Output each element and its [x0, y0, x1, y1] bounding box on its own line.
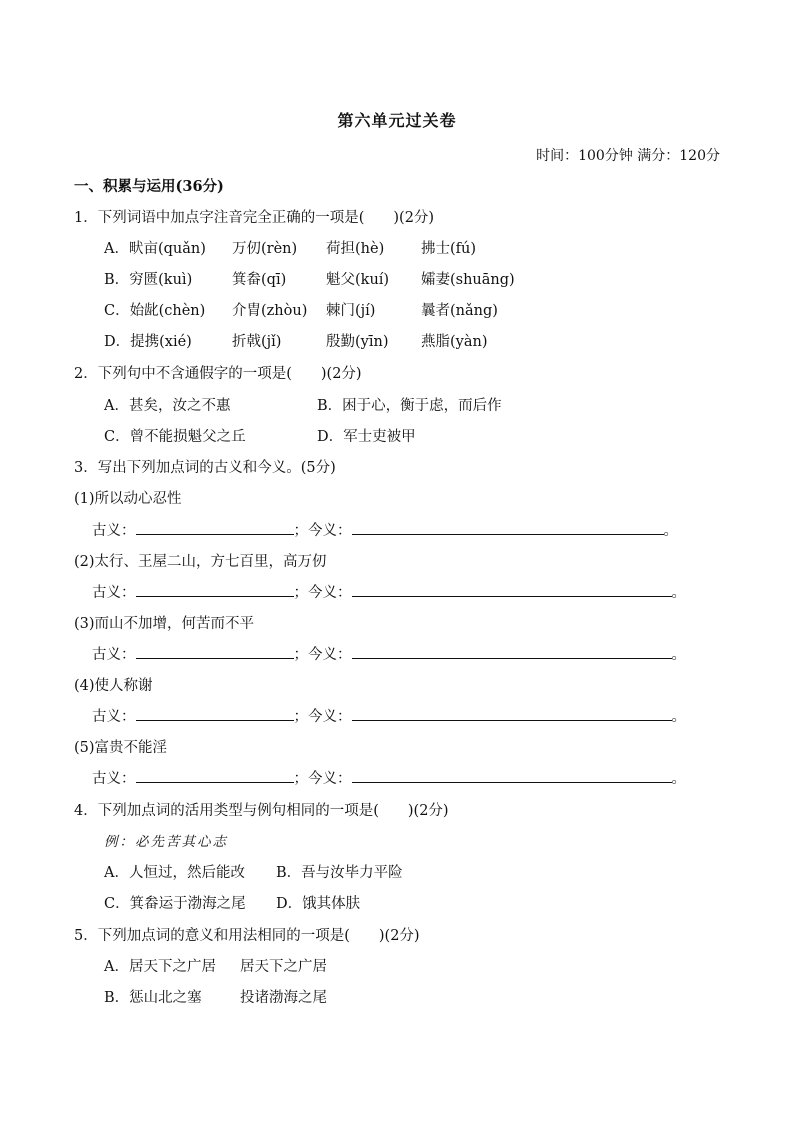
question-5-option-b [104, 986, 327, 1007]
question-2-stem: 2．下列句中不含通假字的一项是( )(2分) [74, 366, 362, 382]
question-3-item: (1)所以动心忍性 [74, 491, 182, 507]
option-cell: 居天下之广居 [240, 959, 327, 975]
option-cell: 箕畚(qī) [232, 272, 287, 288]
gu-blank[interactable] [136, 767, 294, 783]
question-4-option-a: A．人恒过，然后能改 [104, 865, 245, 881]
option-cell: 折戟(jǐ) [232, 334, 282, 350]
gu-blank[interactable] [136, 519, 294, 535]
question-5-option-a [104, 955, 327, 976]
gu-label: 古义： [92, 771, 136, 787]
jin-label: ；今义： [293, 585, 352, 601]
gu-label: 古义： [92, 523, 136, 539]
exam-meta: 时间：100分钟 满分：120分 [536, 148, 720, 164]
jin-label: ；今义： [293, 647, 352, 663]
question-1-stem: 1．下列词语中加点字注音完全正确的一项是( )(2分) [74, 210, 435, 226]
option-cell: 万仞(rèn) [232, 241, 298, 257]
question-2-option-a: A．甚矣，汝之不惠 [104, 398, 231, 414]
jin-blank[interactable] [352, 643, 672, 659]
question-3-item: (5)富贵不能淫 [74, 740, 168, 756]
line-end: 。 [671, 771, 686, 787]
answer-line [92, 519, 678, 540]
option-cell: B．穷匮(kuì) [104, 272, 193, 288]
question-5-stem: 5．下列加点词的意义和用法相同的一项是( )(2分) [74, 928, 420, 944]
option-cell: C．始龀(chèn) [104, 303, 206, 319]
line-end: 。 [671, 709, 686, 725]
option-cell: 殷勤(yīn) [326, 334, 389, 350]
exam-title: 第六单元过关卷 [337, 111, 457, 130]
option-cell: 棘门(jí) [326, 303, 376, 319]
option-cell: B．惩山北之塞 [104, 990, 202, 1006]
gu-blank[interactable] [136, 581, 294, 597]
option-cell: 投诸渤海之尾 [240, 990, 327, 1006]
jin-blank[interactable] [352, 767, 672, 783]
question-4-example: 例：必先苦其心志 [104, 834, 228, 850]
option-cell: D．提携(xié) [104, 334, 192, 350]
jin-label: ；今义： [293, 523, 352, 539]
option-cell: A．居天下之广居 [104, 959, 216, 975]
option-cell: 曩者(nǎng) [421, 303, 498, 319]
option-cell: 魁父(kuí) [326, 272, 390, 288]
question-4-option-d: D．饿其体肤 [276, 896, 361, 912]
question-4-option-c: C．箕畚运于渤海之尾 [104, 896, 246, 912]
gu-label: 古义： [92, 585, 136, 601]
question-1-option-d [104, 330, 488, 351]
jin-blank[interactable] [352, 519, 664, 535]
gu-label: 古义： [92, 647, 136, 663]
jin-label: ；今义： [293, 771, 352, 787]
question-2-option-d: D．军士吏被甲 [317, 429, 416, 445]
answer-line [92, 767, 686, 788]
jin-label: ；今义： [293, 709, 352, 725]
jin-blank[interactable] [352, 705, 672, 721]
line-end: 。 [671, 647, 686, 663]
option-cell: 拂士(fú) [421, 241, 477, 257]
line-end: 。 [671, 585, 686, 601]
answer-line [92, 705, 686, 726]
gu-blank[interactable] [136, 643, 294, 659]
jin-blank[interactable] [352, 581, 672, 597]
question-2-option-b: B．困于心，衡于虑，而后作 [317, 398, 502, 414]
option-cell: 荷担(hè) [326, 241, 385, 257]
question-4-stem: 4．下列加点词的活用类型与例句相同的一项是( )(2分) [74, 803, 449, 819]
question-3-item: (2)太行、王屋二山，方七百里，高万仞 [74, 554, 327, 570]
question-3-item: (3)而山不加增，何苦而不平 [74, 616, 255, 632]
answer-line [92, 581, 686, 602]
answer-line [92, 643, 686, 664]
option-cell: A．畎亩(quǎn) [104, 241, 206, 257]
gu-label: 古义： [92, 709, 136, 725]
option-cell: 介胄(zhòu) [232, 303, 308, 319]
question-2-option-c: C．曾不能损魁父之丘 [104, 429, 246, 445]
line-end: 。 [663, 523, 678, 539]
question-1-option-b [104, 268, 515, 289]
option-cell: 燕脂(yàn) [421, 334, 488, 350]
option-cell: 孀妻(shuāng) [421, 272, 515, 288]
question-3-item: (4)使人称谢 [74, 678, 153, 694]
section-heading: 一、积累与运用(36分) [74, 178, 224, 195]
question-4-option-b: B．吾与汝毕力平险 [276, 865, 403, 881]
question-3-stem: 3．写出下列加点词的古义和今义。(5分) [74, 460, 336, 476]
gu-blank[interactable] [136, 705, 294, 721]
question-1-option-a [104, 237, 476, 258]
question-1-option-c [104, 299, 498, 320]
